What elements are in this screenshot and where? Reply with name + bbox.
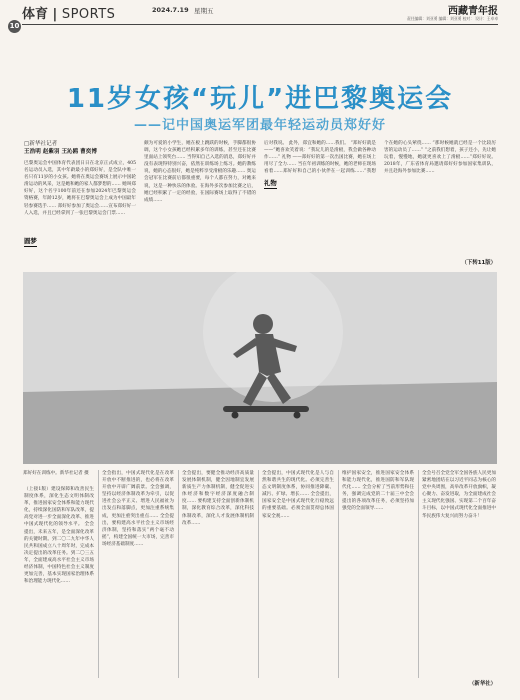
- page-number-badge: 10: [8, 20, 21, 33]
- lower-column-1: （上接1版）建设保障和改善民生制度体系，深化生态文明体制改革，推进国家安全体系和能力现代化，持续深化国防和军队改革，提高党对进一步全面深化改革、推进中国式现代化的领导水平。 全会提出，未来五年，是全面深化改革的关键时期。到二〇二九年中华人民共和国成立八十周年时，完成本决定提出的改革任务。到二〇三五年，全面建成高水平社会主义市场经济体制，中国特色社会主义制度更加完善，基本实现国家治理体系和治理能力现代化……: [24, 487, 94, 585]
- lower-column-2: 全会指出，中国式现代化是在改革开放中不断推进的，也必将在改革开放中开辟广阔前景。全会强调，坚持以经济体制改革为牵引，以促进社会公平正义、增进人民福祉为出发点和落脚点，更加注重系统集成，更加注重突出重点…… 全会提出，要构建高水平社会主义市场经济体制，坚持和落实“两个毫不动摇”，构建全国统一大市场，完善市场经济基础制度……: [102, 471, 174, 547]
- column-divider: [338, 470, 339, 678]
- page-header: [0, 0, 520, 24]
- newspaper-name: 西藏青年报: [448, 6, 498, 17]
- section-title-en: SPORTS: [61, 7, 116, 22]
- issue-weekday: 星期五: [194, 7, 214, 15]
- column-divider: [178, 470, 179, 678]
- column-divider: [418, 470, 419, 678]
- skateboard-shape: [223, 406, 309, 412]
- subheadline: ——记中国奥运军团最年轻运动员郑好好: [133, 118, 386, 133]
- article-column-1: 巴黎奥运会中国体育代表团日日在北京正式成立，405名运动员入选，其中年龄最小的郑好好，是全队中唯一名只有11岁的小女孩。她将在奥运会赛场上展示中国轮滑运动的风采，这是她和她的家人都梦想的…… 她叫郑好好，这个名字100年前还在参加2024年巴黎奥运会资格赛，年龄12岁，她将在巴黎奥运会上成为中国最年轻参赛选手…… 郑好好参加了奥运会……宣布郑好好一人入选，并且已经拿到了一张巴黎奥运会门票……: [24, 161, 136, 216]
- article-photo: [23, 272, 497, 464]
- byline-prefix: □新华社记者: [24, 141, 58, 147]
- lower-column-5: 维护国家安全，推进国家安全体系和能力现代化，推进国防和军队现代化…… 全会分析了当前形势和任务，强调完成党的二十届三中全会提出的各项改革任务，必须坚持加强党的全面领导……: [342, 471, 414, 512]
- lower-column-6: 全会号召全党全军全国各族人民更加紧密地团结在以习近平同志为核心的党中央周围，高举改革开放旗帜，凝心聚力、奋发进取，为全面建成社会主义现代化强国、实现第二个百年奋斗目标，以中国式现代化全面推进中华民族伟大复兴而努力奋斗！: [422, 471, 496, 519]
- lower-column-3: 全会提出，要健全推动经济高质量发展体制机制，健全因地制宜发展新质生产力体制机制，健全促进实体经济和数字经济深度融合制度…… 要构建支持全面创新体制机制，深化教育综合改革，深化科技体制改革，深化人才发展体制机制改革……: [182, 471, 254, 526]
- byline-names: 王浩明 赵紫羽 王沁鸥 曹奕博: [24, 149, 97, 155]
- photo-caption: 郑好好在训练中。新华社记者 摄: [23, 471, 89, 476]
- section-label-intro: 圆梦: [24, 237, 37, 245]
- continued-note: （下转11版）: [461, 260, 496, 266]
- section-title: [22, 3, 115, 22]
- photo-illustration: [23, 272, 497, 464]
- headline: 11岁女孩“玩儿”进巴黎奥运会: [66, 84, 454, 114]
- editor-credits: 责任编辑：刘亚勇 编辑：刘亚勇 校对： 设计：王卓卓: [407, 16, 498, 21]
- lower-column-4: 全会提出，中国式现代化是人与自然和谐共生的现代化。必须完善生态文明制度体系，协同推进降碳、减污、扩绿、增长…… 全会提出，国家安全是中国式现代化行稳致远的重要基础。必须全面贯彻总体国家安全观……: [262, 471, 334, 519]
- column-divider: [98, 470, 99, 678]
- byline: [24, 140, 124, 156]
- source-tag: （新华社）: [469, 681, 496, 687]
- issue-date: 2024.7.19: [152, 6, 189, 14]
- section-title-cn: 体育: [22, 7, 49, 22]
- article-column-2: 颇为可爱的小学生，她在板上跳跃的时候，手脚都很协调，这个小女孩她已经积累多年的训练，甚至还在比赛里面站上领奖台…… 当得知自己入选的消息，郑好好并没有表现得特别兴奋，依然在训练场上练习。她的教练说，她的心态很好，她是纯粹享受滑板的乐趣…… 奥运会冠军在比赛前后都很重要，每个人都在努力，对她来说，这是一种快乐的体验。在海外多次参加比赛之后，她已经积累了一定的经验，在国际赛场上取得了不错的成绩……: [144, 141, 256, 203]
- article-column-4: 个在她的心头萦绕…… “那时候她就已经是一个比较厉害的运动员了……” “之前我们想着，孩子还小，先让她玩着，慢慢地，她就更喜欢上了滑板……”郑好好说。 2018年，广东省体育局邀请郑好好参加国家集训队，并且赴海外参加比赛……: [384, 141, 496, 175]
- header-rule: [22, 24, 498, 25]
- column-divider: [258, 470, 259, 678]
- section-separator: |: [52, 7, 58, 22]
- section-label-life: 礼物: [264, 179, 277, 187]
- article-column-3a: 后对我说。 此外，郑宜和她的……我们。 “郑好好就是——”她喜欢笑着说：“我玩儿的是滑板，我会做各种动作……” 礼物 ——郑好好的第一次出国比赛，她在场上用尽了全力…… 当在年初训练的时候，她的老师在现场看着……郑好好和自己的小伙伴在一起训练……“我想: [264, 141, 376, 174]
